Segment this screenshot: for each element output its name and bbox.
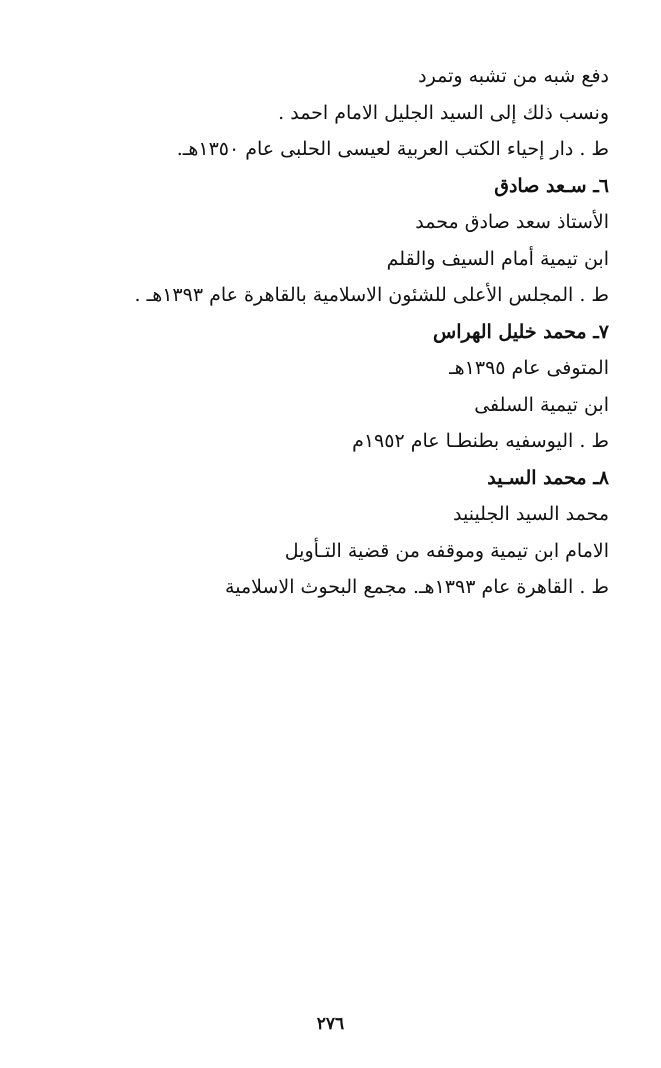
author-death-line-7: المتوفى عام ١٣٩٥هـ: [449, 357, 609, 379]
publication-line-8: ط . القاهرة عام ١٣٩٣هـ. مجمع البحوث الاسلامية: [225, 576, 609, 598]
body-line-1: دفع شبه من تشبه وتمرد: [418, 65, 609, 87]
author-line-6: الأستاذ سعد صادق محمد: [415, 211, 609, 233]
book-title-7: ابن تيمية السلفى: [474, 393, 609, 416]
book-title-6: ابن تيمية أمام السيف والقلم: [386, 247, 609, 270]
book-title-8: الامام ابن تيمية وموقفه من قضية التـأويل: [284, 539, 609, 562]
page-number: ٢٧٦: [316, 1014, 345, 1034]
publication-line-6: ط . المجلس الأعلى للشئون الاسلامية بالقاهرة عام ١٣٩٣هـ .: [134, 284, 609, 306]
section-heading-8: ٨ـ محمد السـيد: [487, 466, 609, 489]
author-line-8: محمد السيد الجلينيد: [453, 503, 609, 525]
publication-line-1: ط . دار إحياء الكتب العربية لعيسى الحلبى عام ١٣٥٠هـ.: [176, 138, 609, 160]
publication-line-7: ط . اليوسفيه بطنطـا عام ١٩٥٢م: [352, 430, 609, 452]
section-heading-6: ٦ـ سـعد صادق: [494, 174, 609, 197]
section-heading-7: ٧ـ محمد خليل الهراس: [433, 320, 609, 343]
body-line-2: ونسب ذلك إلى السيد الجليل الامام احمد .: [278, 101, 609, 124]
body-text: [89, 58, 609, 606]
